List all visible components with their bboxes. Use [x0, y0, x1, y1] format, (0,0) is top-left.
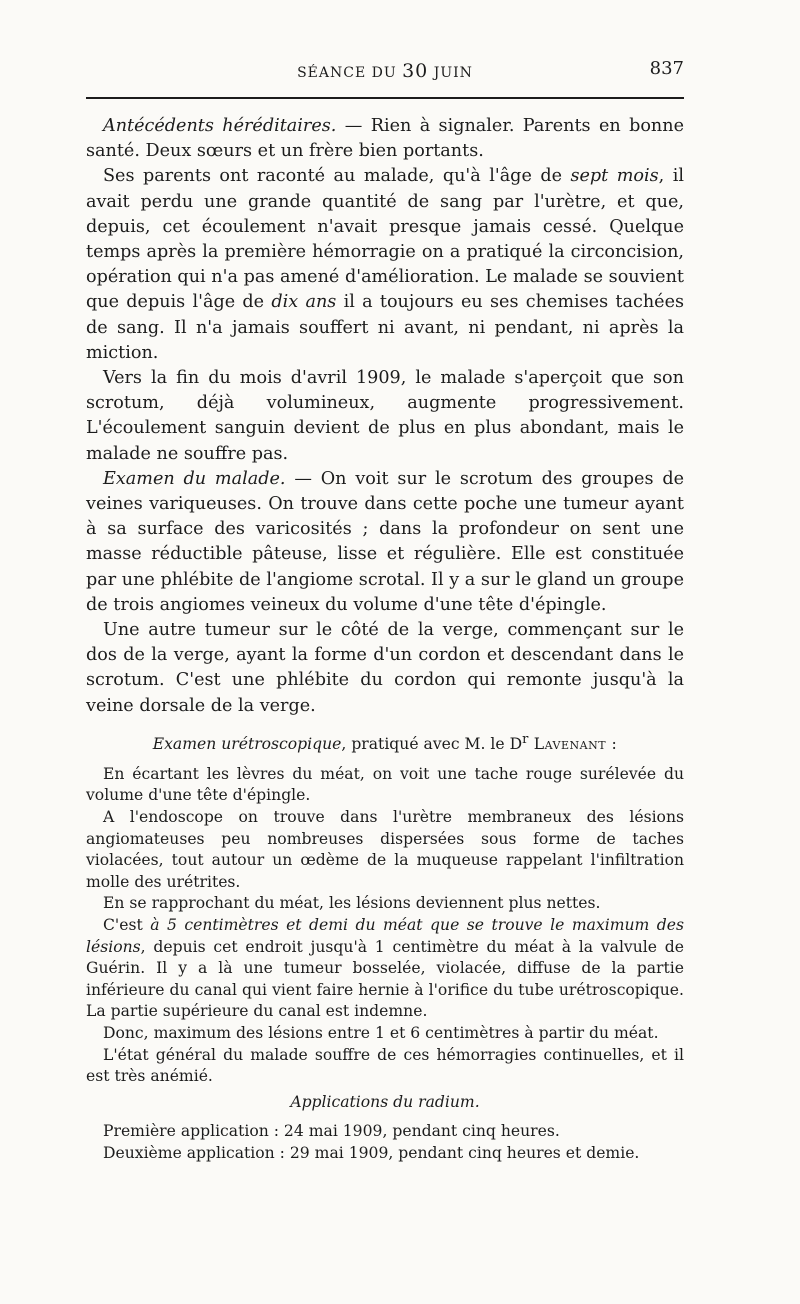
- paragraph-examen: Examen du malade. — On voit sur le scrotum des groupes de veines variqueuses. On trouve dans cette poche une tumeur ayant à sa surface des varicosités ; dans la profondeur on sent une masse réductible pâteuse, lisse et régulière. Elle est constituée par une phlébite de l'angiome scrotal. Il y a sur le gland un groupe de trois angiomes veineux du volume d'une tête d'épingle.: [86, 468, 685, 615]
- paragraph-history: Ses parents ont raconté au malade, qu'à l'âge de sept mois, il avait perdu une grande quantité de sang par l'urètre, et que, depuis, cet écoulement n'avait presque jamais cessé. Quelque temps après la première hémorragie on a pratiqué la circoncision, opération qui n'a pas amené d'amélioration. Le malade se souvient que depuis l'âge de dix ans il a toujours eu ses chemises tachées de sang. Il n'a jamais souffert ni avant, ni pendant, ni après la miction.: [86, 166, 685, 363]
- exam-paragraph: L'état général du malade souffre de ces hémorragies continuelles, et il est très anémié.: [86, 1045, 684, 1086]
- page-number: 837: [649, 58, 684, 79]
- radium-application: Deuxième application : 29 mai 1909, pendant cinq heures et demie.: [103, 1143, 640, 1162]
- small-text: [86, 729, 684, 1164]
- header-rule: [86, 97, 684, 99]
- paragraph-tumeur: Une autre tumeur sur le côté de la verge, commençant sur le dos de la verge, ayant la forme d'un cordon et descendant dans le scrotum. C'est une phlébite du cordon qui remonte jusqu'à la veine dorsale de la verge.: [86, 620, 684, 716]
- exam-paragraph: A l'endoscope on trouve dans l'urètre membraneux des lésions angiomateuses peu nombreuses dispersées sous forme de taches violacées, tout autour un œdème de la muqueuse rappelant l'infiltration molle des urétrites.: [86, 807, 684, 891]
- running-title: [86, 60, 684, 82]
- exam-paragraph: C'est à 5 centimètres et demi du méat que se trouve le maximum des lésions, depuis cet endroit jusqu'à 1 centimètre du méat à la valvule de Guérin. Il y a là une tumeur bosselée, violacée, diffuse de la partie inférieure du canal qui vient faire hernie à l'orifice du tube urétroscopique. La partie supérieure du canal est indemne.: [86, 915, 684, 1021]
- radium-heading: Applications du radium.: [290, 1092, 480, 1111]
- section-title-examen: Examen du malade.: [103, 468, 286, 489]
- section-title-antecedents: Antécédents héréditaires.: [103, 116, 337, 136]
- running-title-text: SÉANCE DU: [297, 65, 403, 81]
- running-title-day: 30: [402, 60, 429, 82]
- running-title-month: JUIN: [428, 65, 473, 81]
- exam-paragraph: Donc, maximum des lésions entre 1 et 6 centimètres à partir du méat.: [103, 1023, 659, 1042]
- exam-heading: Examen urétroscopique, pratiqué avec M. le $D^r$ Lavenant :: [152, 732, 618, 754]
- paragraph-antecedents: Antécédents héréditaires. — Rien à signaler. Parents en bonne santé. Deux sœurs et un frère bien portants.: [86, 116, 684, 162]
- main-text: [86, 114, 684, 719]
- page-header: [86, 58, 684, 88]
- exam-paragraph: En écartant les lèvres du méat, on voit une tache rouge surélevée du volume d'une tête d'épingle.: [86, 764, 684, 805]
- exam-paragraph: En se rapprochant du méat, les lésions deviennent plus nettes.: [103, 894, 601, 913]
- paragraph-april: Vers la fin du mois d'avril 1909, le malade s'aperçoit que son scrotum, déjà volumineux, augmente progressivement. L'écoulement sanguin devient de plus en plus abondant, mais le malade ne souffre pas.: [86, 368, 684, 464]
- radium-application: Première application : 24 mai 1909, pendant cinq heures.: [103, 1122, 560, 1141]
